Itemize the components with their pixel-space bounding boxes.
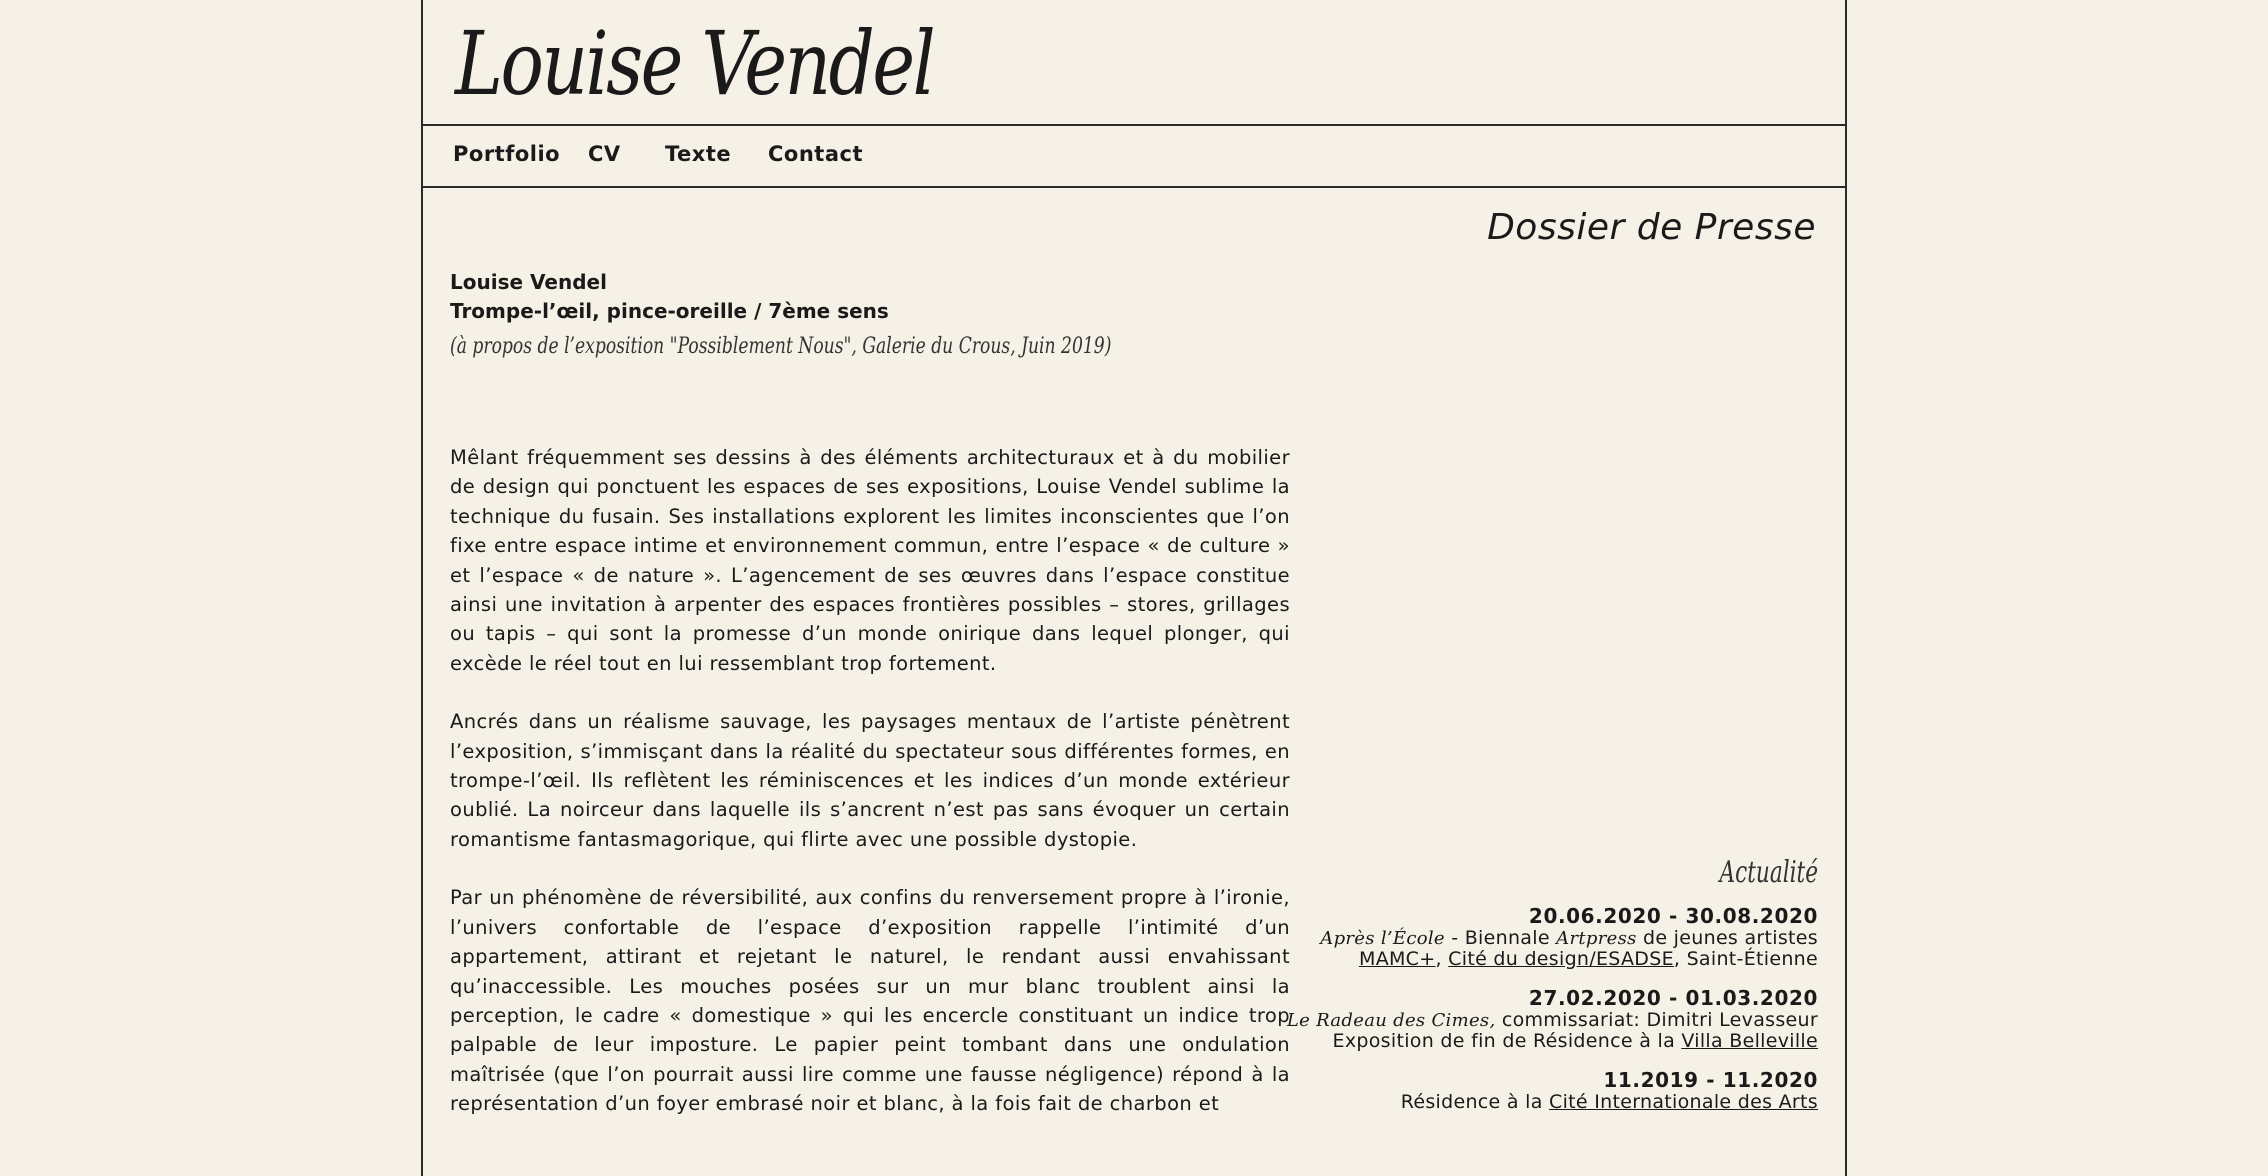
page-heading: Dossier de Presse [1487,207,1816,248]
article-subtitle: (à propos de l’exposition "Possiblement Nous", Galerie du Crous, Juin 2019) [450,334,1112,359]
article-author: Louise Vendel [450,270,607,294]
news-line [1258,928,1818,949]
news-text: Exposition de fin de Résidence à la [1332,1030,1682,1052]
link-cite-du-design[interactable]: Cité du design/ESADSE [1448,948,1674,970]
link-mamc[interactable]: MAMC+ [1359,948,1436,970]
link-cite-internationale-des-arts[interactable]: Cité Internationale des Arts [1549,1091,1818,1113]
news-text: , Saint-Étienne [1673,948,1818,970]
nav-texte[interactable]: Texte [665,142,732,166]
news-text: , [1435,948,1449,970]
news-line [1258,1010,1818,1031]
news-text: commissariat: Dimitri Levasseur [1495,1009,1818,1031]
news-exhibition-title: Le Radeau des Cimes, [1286,1010,1496,1031]
news-sidebar [1258,855,1818,1129]
news-text: Résidence à la [1400,1091,1550,1113]
news-date: 20.06.2020 - 30.08.2020 [1528,904,1818,928]
news-item [1258,986,1818,1052]
article-paragraph: Mêlant fréquemment ses dessins à des éléments architecturaux et à du mobilier de design qui ponctuent les espaces de ses expositions, Louise Vendel sublime la technique du fusain. Ses installations explorent les limites inconscientes que l’on fixe entre espace intime et environnement commun, entre l’espace « de culture » et l’espace « de nature ». L’agencement de ses œuvres dans l’espace constitue ainsi une invitation à arpenter des espaces frontières possibles – stores, grillages ou tapis – qui sont la promesse d’un monde onirique dans lequel plonger, qui excède le réel tout en lui ressemblant trop fortement. [450,446,1290,675]
news-text: - Biennale [1444,927,1557,949]
article-body [450,443,1290,1148]
nav-portfolio[interactable]: Portfolio [453,142,561,166]
nav-contact[interactable]: Contact [768,142,863,166]
news-heading: Actualité [1719,855,1818,890]
news-exhibition-title: Après l’École [1320,928,1445,949]
site-title[interactable]: Louise Vendel [455,12,934,115]
article-title: Trompe-l’œil, pince-oreille / 7ème sens [450,299,889,323]
news-date: 27.02.2020 - 01.03.2020 [1528,986,1818,1010]
article-paragraph: Ancrés dans un réalisme sauvage, les paysages mentaux de l’artiste pénètrent l’exposition, s’immisçant dans la réalité du spectateur sous différentes formes, en trompe-l’œil. Ils reflètent les réminiscences et les indices d’un monde extérieur oublié. La noirceur dans laquelle ils s’ancrent n’est pas sans évoquer un certain romantisme fantasmagorique, qui flirte avec une possible dystopie. [450,710,1290,851]
news-item [1258,1068,1818,1113]
news-line [1258,1092,1818,1113]
link-villa-belleville[interactable]: Villa Belleville [1681,1030,1818,1052]
news-date: 11.2019 - 11.2020 [1603,1068,1818,1092]
news-text: de jeunes artistes [1636,927,1818,949]
article-paragraph: Par un phénomène de réversibilité, aux confins du renversement propre à l’ironie, l’univers confortable de l’espace d’exposition rappelle l’intimité d’un appartement, attirant et rejetant le naturel, le rendant aussi envahissant qu’inaccessible. Les mouches posées sur un mur blanc troublent ainsi la perception, le cadre « domestique » qui les encercle constituant un indice trop palpable de leur imposture. Le papier peint tombant dans une ondulation maîtrisée (que l’on pourrait aussi lire comme une fausse négligence) répond à la représentation d’un foyer embrasé noir et blanc, à la fois fait de charbon et [450,886,1290,1116]
news-item [1258,904,1818,970]
news-line [1258,949,1818,970]
news-line [1258,1031,1818,1052]
nav-cv[interactable]: CV [588,142,621,166]
site-header [423,0,1845,126]
page-frame [421,0,1847,1176]
news-magazine-name: Artpress [1556,928,1637,949]
main-nav [423,126,1845,188]
